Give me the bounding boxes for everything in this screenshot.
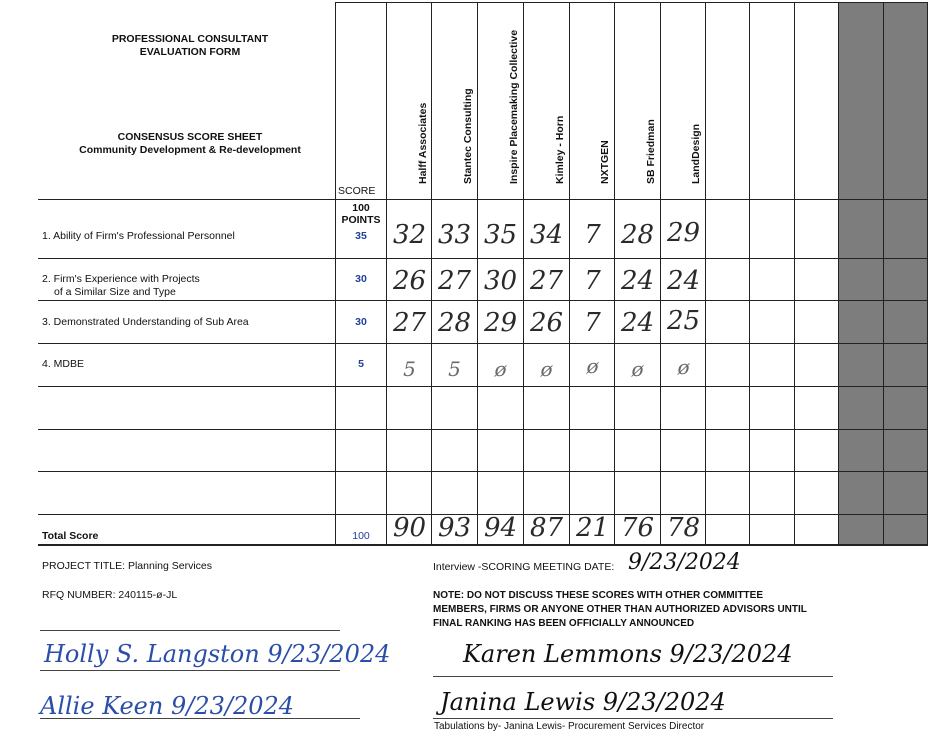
criterion-label-line: of a Similar Size and Type [54, 286, 176, 298]
criterion-label [42, 230, 235, 243]
shaded-column [838, 2, 883, 545]
criterion-label-line: 4. MDBE [42, 358, 85, 370]
score-cell: 5 [448, 357, 461, 381]
criterion-label-line: 3. Demonstrated Understanding of Sub Area [42, 316, 249, 328]
grid-line [749, 2, 750, 545]
form-title [60, 33, 320, 59]
score-cell: 27 [392, 308, 427, 338]
criterion-points: 30 [355, 273, 367, 285]
score-cell: ø [631, 357, 644, 381]
grid-line [794, 2, 795, 545]
note-line: NOTE: DO NOT DISCUSS THESE SCORES WITH OTHER COMMITTEE [433, 590, 764, 601]
grid-line [38, 386, 928, 387]
criterion-points: 35 [355, 230, 367, 242]
criterion-label [42, 273, 200, 299]
grid-line [38, 544, 928, 546]
grid-line [335, 2, 928, 3]
firm-name: Stantec Consulting [462, 88, 474, 184]
score-cell: 29 [666, 218, 701, 248]
tabulations-credit: Tabulations by- Janina Lewis- Procurement Services Director [434, 721, 705, 732]
grid-line [38, 300, 928, 301]
grid-line [38, 343, 928, 344]
score-cell: 26 [529, 308, 564, 338]
total-cell: 93 [437, 513, 472, 543]
signature: Karen Lemmons 9/23/2024 [463, 640, 793, 668]
form-title-line: PROFESSIONAL CONSULTANT [111, 33, 269, 45]
criterion-label-line: 2. Firm's Experience with Projects [42, 273, 200, 285]
signature-line [433, 718, 833, 719]
total-cell: 87 [529, 513, 564, 543]
note-line: MEMBERS, FIRMS OR ANYONE OTHER THAN AUTHORIZED ADVISORS UNTIL [433, 604, 807, 615]
criterion-points: 5 [358, 358, 364, 370]
total-score-label: Total Score [42, 530, 99, 542]
grid-line [38, 429, 928, 430]
score-cell: 35 [483, 220, 518, 250]
signature: Holly S. Langston 9/23/2024 [44, 640, 391, 668]
criterion-label [42, 316, 249, 329]
score-cell: 5 [403, 357, 416, 381]
grid-line [883, 2, 884, 545]
score-cell: 25 [666, 306, 701, 336]
score-cell: ø [586, 354, 599, 378]
score-cell: 32 [392, 220, 427, 250]
total-cell: 78 [666, 513, 701, 543]
score-cell: 24 [620, 308, 655, 338]
score-cell: 24 [666, 266, 701, 296]
meeting-date-label: Interview -SCORING MEETING DATE: [433, 561, 615, 573]
grid-line [38, 199, 928, 200]
points-label-line: 100 [352, 202, 370, 214]
rfq-number: RFQ NUMBER: 240115-ø-JL [42, 589, 178, 601]
score-cell: 27 [437, 266, 472, 296]
firm-name: NXTGEN [599, 140, 611, 184]
firm-name: Inspire Placemaking Collective [508, 29, 520, 184]
firm-name: Halff Associates [417, 102, 429, 184]
meeting-date: 9/23/2024 [628, 550, 741, 575]
criterion-label-line: 1. Ability of Firm's Professional Personnel [42, 230, 235, 242]
firm-name: LandDesign [690, 123, 702, 184]
firm-name: Kimley - Horn [554, 115, 566, 184]
note-line: FINAL RANKING HAS BEEN OFFICIALLY ANNOUNCED [433, 618, 695, 629]
score-cell: 7 [584, 308, 601, 338]
signature-line [40, 630, 340, 631]
grid-line [38, 258, 928, 259]
project-title: PROJECT TITLE: Planning Services [42, 560, 213, 572]
shaded-column [883, 2, 928, 545]
score-cell: 27 [529, 266, 564, 296]
total-cell: 76 [620, 513, 655, 543]
total-cell: 94 [483, 513, 518, 543]
score-cell: 30 [483, 266, 518, 296]
signature-line [40, 670, 340, 671]
signature: Allie Keen 9/23/2024 [40, 692, 295, 720]
score-cell: ø [494, 357, 507, 381]
score-cell: ø [677, 355, 690, 379]
signature-line [433, 676, 833, 677]
grid-line [38, 471, 928, 472]
signature: Janina Lewis 9/23/2024 [440, 688, 726, 716]
score-cell: 7 [584, 220, 601, 250]
total-points: 100 [352, 530, 370, 542]
score-cell: 34 [529, 220, 564, 250]
sheet-title [60, 131, 320, 157]
confidentiality-note [433, 589, 863, 631]
grid-line [838, 2, 839, 545]
criterion-points: 30 [355, 316, 367, 328]
sheet-subtitle-line: Community Development & Re-development [79, 144, 301, 156]
total-cell: 90 [392, 513, 427, 543]
score-cell: 28 [620, 220, 655, 250]
points-label-line: POINTS [341, 214, 381, 226]
firm-name: SB Friedman [645, 119, 657, 184]
score-cell: 26 [392, 266, 427, 296]
score-cell: 28 [437, 308, 472, 338]
score-cell: 29 [483, 308, 518, 338]
sheet-title-line: CONSENSUS SCORE SHEET [117, 131, 263, 143]
score-cell: 24 [620, 266, 655, 296]
score-cell: 33 [437, 220, 472, 250]
score-cell: ø [540, 357, 553, 381]
form-title-line: EVALUATION FORM [139, 46, 241, 58]
score-cell: 7 [584, 266, 601, 296]
grid-line [927, 2, 928, 545]
score-column-label: SCORE [338, 185, 376, 197]
total-cell: 21 [575, 513, 610, 543]
points-label [336, 202, 386, 226]
criterion-label [42, 358, 84, 371]
